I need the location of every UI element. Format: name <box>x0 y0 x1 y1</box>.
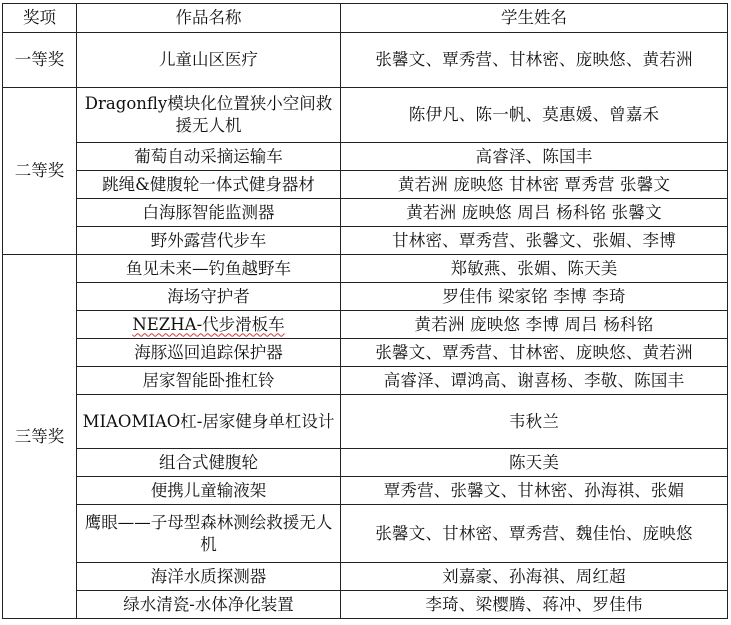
table-row <box>3 143 728 171</box>
student-names: 张馨文、甘林密、覃秀营、魏佳怡、庞映悠 <box>341 505 728 563</box>
student-names: 高睿泽、谭鸿高、谢喜杨、李敬、陈国丰 <box>341 367 728 395</box>
table-row <box>3 171 728 199</box>
work-name: MIAOMIAO杠-居家健身单杠设计 <box>77 395 341 449</box>
work-name: Dragonfly模块化位置狭小空间救援无人机 <box>77 88 341 143</box>
work-name: 白海豚智能监测器 <box>77 199 341 227</box>
table-row <box>3 339 728 367</box>
work-name-text: NEZHA-代步滑板车 <box>132 314 285 334</box>
table-row <box>3 591 728 619</box>
student-names: 陈伊凡、陈一帆、莫惠媛、曾嘉禾 <box>341 88 728 143</box>
student-names: 韦秋兰 <box>341 395 728 449</box>
awards-table <box>2 3 728 619</box>
header-award: 奖项 <box>3 4 77 33</box>
work-name: 野外露营代步车 <box>77 227 341 255</box>
table-row <box>3 477 728 505</box>
work-name: 鱼见未来—钓鱼越野车 <box>77 255 341 283</box>
table-row <box>3 563 728 591</box>
student-names: 黄若洲 庞映悠 周吕 杨科铭 张馨文 <box>341 199 728 227</box>
student-names: 黄若洲 庞映悠 李博 周吕 杨科铭 <box>341 311 728 339</box>
student-names: 张馨文、覃秀营、甘林密、庞映悠、黄若洲 <box>341 339 728 367</box>
table-row <box>3 33 728 88</box>
table-row <box>3 88 728 143</box>
work-name: 跳绳&健腹轮一体式健身器材 <box>77 171 341 199</box>
table-row <box>3 199 728 227</box>
student-names: 陈天美 <box>341 449 728 477</box>
student-names: 罗佳伟 梁家铭 李博 李琦 <box>341 283 728 311</box>
student-names: 刘嘉豪、孙海祺、周红超 <box>341 563 728 591</box>
header-work: 作品名称 <box>77 4 341 33</box>
work-name: 儿童山区医疗 <box>77 33 341 88</box>
work-name: 组合式健腹轮 <box>77 449 341 477</box>
work-name: 居家智能卧推杠铃 <box>77 367 341 395</box>
student-names: 郑敏燕、张媚、陈天美 <box>341 255 728 283</box>
work-name: 葡萄自动采摘运输车 <box>77 143 341 171</box>
table-row <box>3 505 728 563</box>
award-third: 三等奖 <box>3 255 77 619</box>
work-name: 便携儿童输液架 <box>77 477 341 505</box>
table-row <box>3 255 728 283</box>
student-names: 黄若洲 庞映悠 甘林密 覃秀营 张馨文 <box>341 171 728 199</box>
table-row <box>3 395 728 449</box>
work-name: 海场守护者 <box>77 283 341 311</box>
student-names: 张馨文、覃秀营、甘林密、庞映悠、黄若洲 <box>341 33 728 88</box>
award-first: 一等奖 <box>3 33 77 88</box>
student-names: 高睿泽、陈国丰 <box>341 143 728 171</box>
work-name: 绿水清瓷-水体净化装置 <box>77 591 341 619</box>
work-name: 鹰眼——子母型森林测绘救援无人机 <box>77 505 341 563</box>
table-row <box>3 311 728 339</box>
table-row <box>3 283 728 311</box>
student-names: 李琦、梁樱腾、蒋冲、罗佳伟 <box>341 591 728 619</box>
table-row <box>3 449 728 477</box>
student-names: 覃秀营、张馨文、甘林密、孙海祺、张媚 <box>341 477 728 505</box>
header-students: 学生姓名 <box>341 4 728 33</box>
table-row <box>3 367 728 395</box>
work-name <box>77 311 341 339</box>
award-second: 二等奖 <box>3 88 77 255</box>
header-row <box>3 4 728 33</box>
student-names: 甘林密、覃秀营、张馨文、张媚、李博 <box>341 227 728 255</box>
work-name: 海洋水质探测器 <box>77 563 341 591</box>
table-row <box>3 227 728 255</box>
work-name: 海豚巡回追踪保护器 <box>77 339 341 367</box>
